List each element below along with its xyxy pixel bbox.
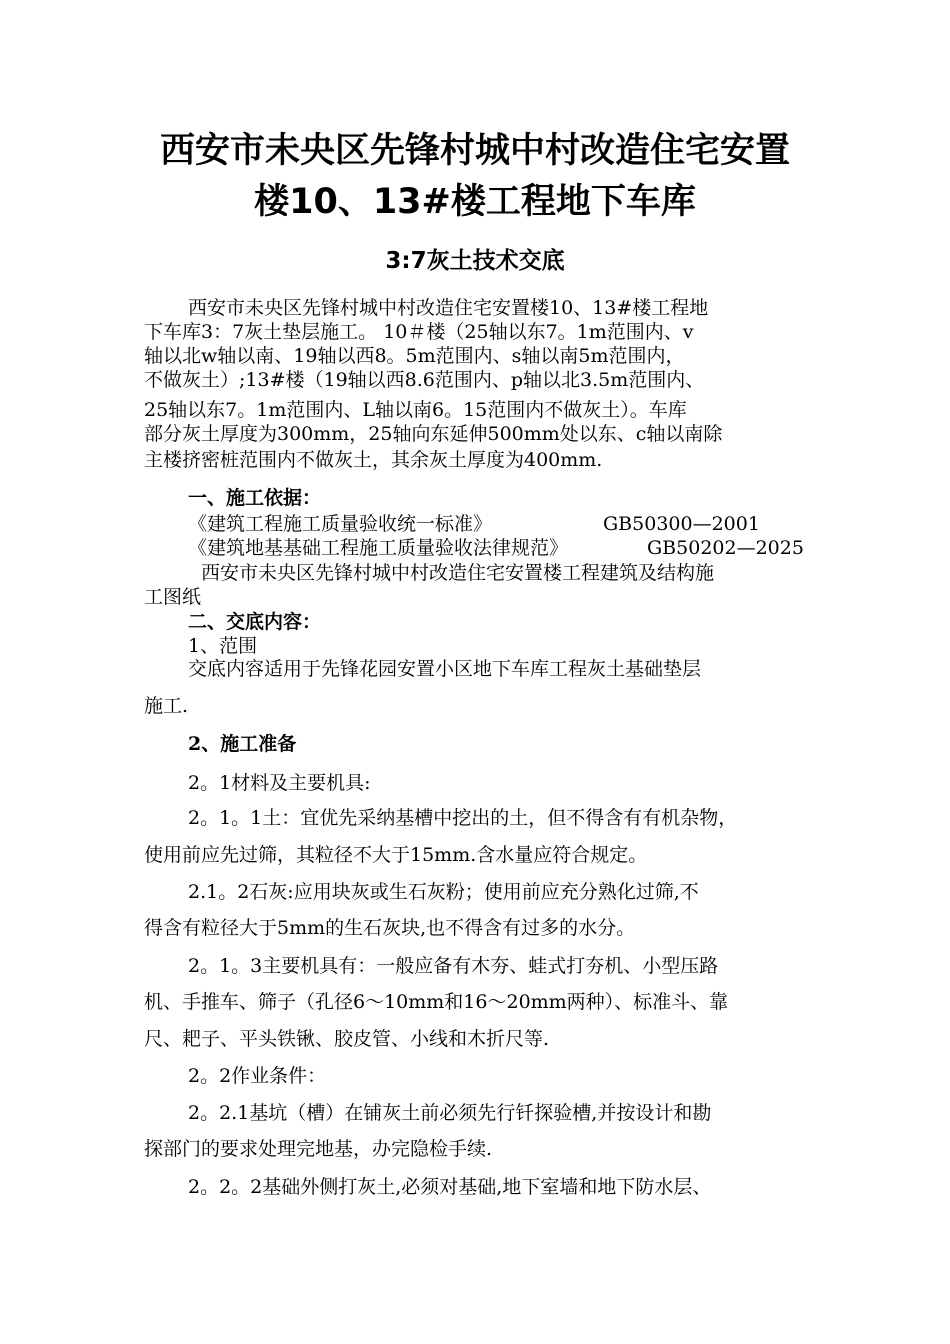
document-title-line-2: 楼10、13#楼工程地下车库: [254, 182, 696, 222]
prep-2-1-3-line-1: 2。1。3主要机具有：一般应备有木夯、蛙式打夯机、小型压路: [188, 955, 719, 977]
prep-2-2-2-line-1: 2。2。2基础外侧打灰土,必须对基础,地下室墙和地下防水层、: [188, 1176, 712, 1198]
prep-heading: 2、施工准备: [188, 733, 297, 755]
standard-1-code: GB50300—2001: [603, 513, 760, 535]
prep-2-1-2-line-1: 2.1。2石灰:应用块灰或生石灰粉；使用前应充分熟化过筛,不: [188, 881, 699, 903]
scope-heading: 1、范围: [188, 635, 258, 657]
prep-2-1-3-line-3: 尺、耙子、平头铁锹、胶皮管、小线和木折尺等.: [144, 1028, 550, 1050]
prep-2-1: 2。1材料及主要机具:: [188, 772, 371, 794]
document-title-line-1: 西安市未央区先锋村城中村改造住宅安置: [159, 131, 790, 171]
prep-2-2: 2。2作业条件：: [188, 1065, 327, 1087]
prep-2-2-1-line-2: 探部门的要求处理完地基，办完隐检手续.: [144, 1138, 493, 1160]
intro-line-3: 轴以北w轴以南、19轴以西8。5m范围内、s轴以南5m范围内，: [144, 345, 685, 367]
prep-2-1-1-line-1: 2。1。1土：宜优先采纳基槽中挖出的土，但不得含有有机杂物，: [188, 807, 738, 829]
intro-line-1: 西安市未央区先锋村城中村改造住宅安置楼10、13#楼工程地: [188, 297, 709, 319]
scope-line-2: 施工.: [144, 695, 189, 717]
standard-1-name: 《建筑工程施工质量验收统一标准》: [188, 513, 493, 535]
prep-2-1-1-line-2: 使用前应先过筛，其粒径不大于15mm.含水量应符合规定。: [144, 844, 648, 866]
section-1-heading: 一、施工依据：: [188, 487, 322, 509]
intro-line-7: 主楼挤密桩范围内不做灰土，其余灰土厚度为400mm.: [144, 449, 603, 471]
section-2-heading: 二、交底内容：: [188, 611, 322, 633]
prep-2-2-1-line-1: 2。2.1基坑（槽）在铺灰土前必须先行钎探验槽,并按设计和勘: [188, 1102, 712, 1124]
standard-2-code: GB50202—2025: [647, 537, 804, 559]
document-subtitle: 3:7灰土技术交底: [385, 248, 565, 274]
intro-line-5: 25轴以东7。1m范围内、L轴以南6。15范围内不做灰土）。车库: [144, 399, 687, 421]
intro-line-4: 不做灰土）;13#楼（19轴以西8.6范围内、p轴以北3.5m范围内、: [144, 369, 705, 391]
prep-2-1-2-line-2: 得含有粒径大于5mm的生石灰块,也不得含有过多的水分。: [144, 917, 636, 939]
intro-line-6: 部分灰土厚度为300mm，25轴向东延伸500mm处以东、c轴以南除: [144, 423, 723, 445]
standard-2-name: 《建筑地基基础工程施工质量验收法律规范》: [188, 537, 569, 559]
drawing-line-1: 西安市未央区先锋村城中村改造住宅安置楼工程建筑及结构施: [201, 562, 715, 584]
intro-line-2: 下车库3：7灰土垫层施工。 10＃楼（25轴以东7。1m范围内、v: [144, 321, 694, 343]
scope-line-1: 交底内容适用于先锋花园安置小区地下车库工程灰土基础垫层: [188, 658, 702, 680]
prep-2-1-3-line-2: 机、手推车、筛子（孔径6～10mm和16～20mm两种）、标准斗、靠: [144, 991, 729, 1013]
drawing-line-2: 工图纸: [144, 586, 202, 608]
